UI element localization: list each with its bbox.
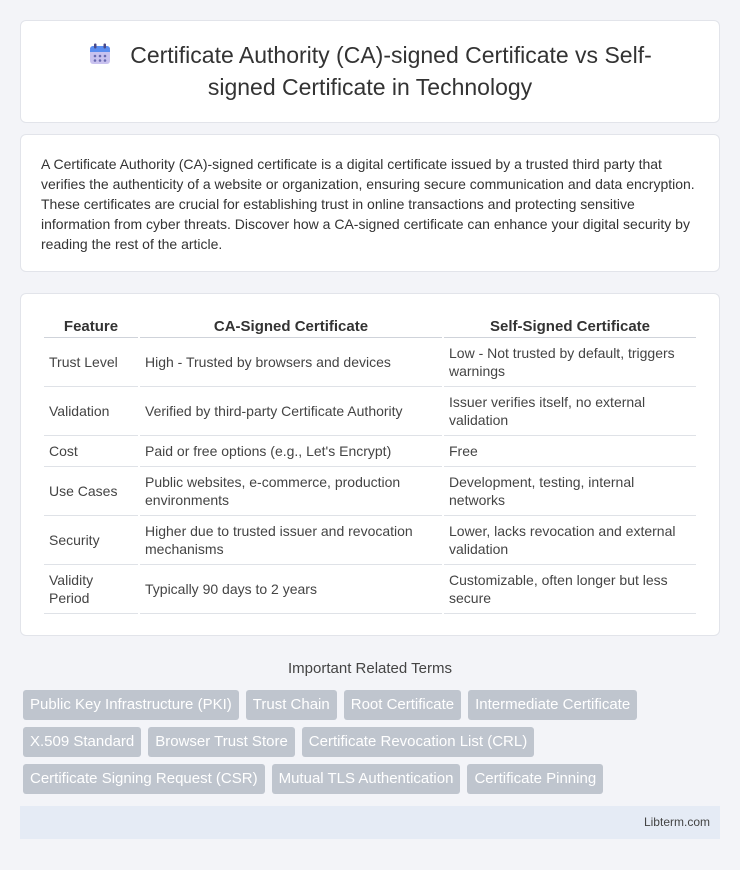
row-ca-value: Verified by third-party Certificate Authority — [140, 387, 442, 436]
row-ca-value: Typically 90 days to 2 years — [140, 565, 442, 614]
page-title: Certificate Authority (CA)-signed Certificate vs Self-signed Certificate in Technology — [130, 42, 652, 100]
comparison-table — [42, 314, 698, 614]
footer — [20, 806, 720, 839]
table-header-row — [44, 314, 696, 338]
related-terms-title: Important Related Terms — [288, 660, 452, 677]
related-terms-list — [23, 690, 720, 794]
row-ca-value: High - Trusted by browsers and devices — [140, 338, 442, 387]
tag-certificate-pinning[interactable]: Certificate Pinning — [467, 764, 603, 794]
comparison-card — [20, 293, 720, 636]
table-row — [44, 467, 696, 516]
page-title-wrap — [61, 41, 679, 102]
table-row — [44, 516, 696, 565]
tag-mutual-tls[interactable]: Mutual TLS Authentication — [272, 764, 461, 794]
row-ca-value: Higher due to trusted issuer and revocation mechanisms — [140, 516, 442, 565]
table-row — [44, 387, 696, 436]
tag-root-certificate[interactable]: Root Certificate — [344, 690, 461, 720]
row-self-value: Development, testing, internal networks — [444, 467, 696, 516]
tag-x509-standard[interactable]: X.509 Standard — [23, 727, 141, 757]
row-self-value: Low - Not trusted by default, triggers warnings — [444, 338, 696, 387]
row-self-value: Lower, lacks revocation and external validation — [444, 516, 696, 565]
header-feature: Feature — [44, 314, 138, 338]
header-ca-signed: CA-Signed Certificate — [140, 314, 442, 338]
tag-pki[interactable]: Public Key Infrastructure (PKI) — [23, 690, 239, 720]
table-row — [44, 436, 696, 467]
row-ca-value: Public websites, e-commerce, production environments — [140, 467, 442, 516]
tag-csr[interactable]: Certificate Signing Request (CSR) — [23, 764, 265, 794]
intro-text: A Certificate Authority (CA)-signed certificate is a digital certificate issued by a trusted third party that verifies the authenticity of a website or organization, ensuring secure communication and data encryption. These certificates are crucial for establishing trust in online transactions and protecting sensitive information from cyber threats. Discover how a CA-signed certificate can enhance your digital security by reading the rest of the article. — [41, 156, 695, 252]
tag-trust-chain[interactable]: Trust Chain — [246, 690, 337, 720]
row-ca-value: Paid or free options (e.g., Let's Encrypt) — [140, 436, 442, 467]
row-feature: Validity Period — [44, 565, 138, 614]
row-feature: Trust Level — [44, 338, 138, 387]
row-feature: Validation — [44, 387, 138, 436]
table-row — [44, 338, 696, 387]
row-self-value: Free — [444, 436, 696, 467]
header-self-signed: Self-Signed Certificate — [444, 314, 696, 338]
footer-site-link[interactable]: Libterm.com — [643, 815, 710, 829]
title-card — [20, 20, 720, 123]
calendar-icon — [88, 42, 112, 73]
tag-intermediate-certificate[interactable]: Intermediate Certificate — [468, 690, 637, 720]
row-feature: Cost — [44, 436, 138, 467]
tag-browser-trust-store[interactable]: Browser Trust Store — [148, 727, 295, 757]
intro-card — [20, 134, 720, 272]
row-self-value: Issuer verifies itself, no external validation — [444, 387, 696, 436]
tag-crl[interactable]: Certificate Revocation List (CRL) — [302, 727, 534, 757]
table-row — [44, 565, 696, 614]
row-feature: Use Cases — [44, 467, 138, 516]
row-self-value: Customizable, often longer but less secure — [444, 565, 696, 614]
row-feature: Security — [44, 516, 138, 565]
